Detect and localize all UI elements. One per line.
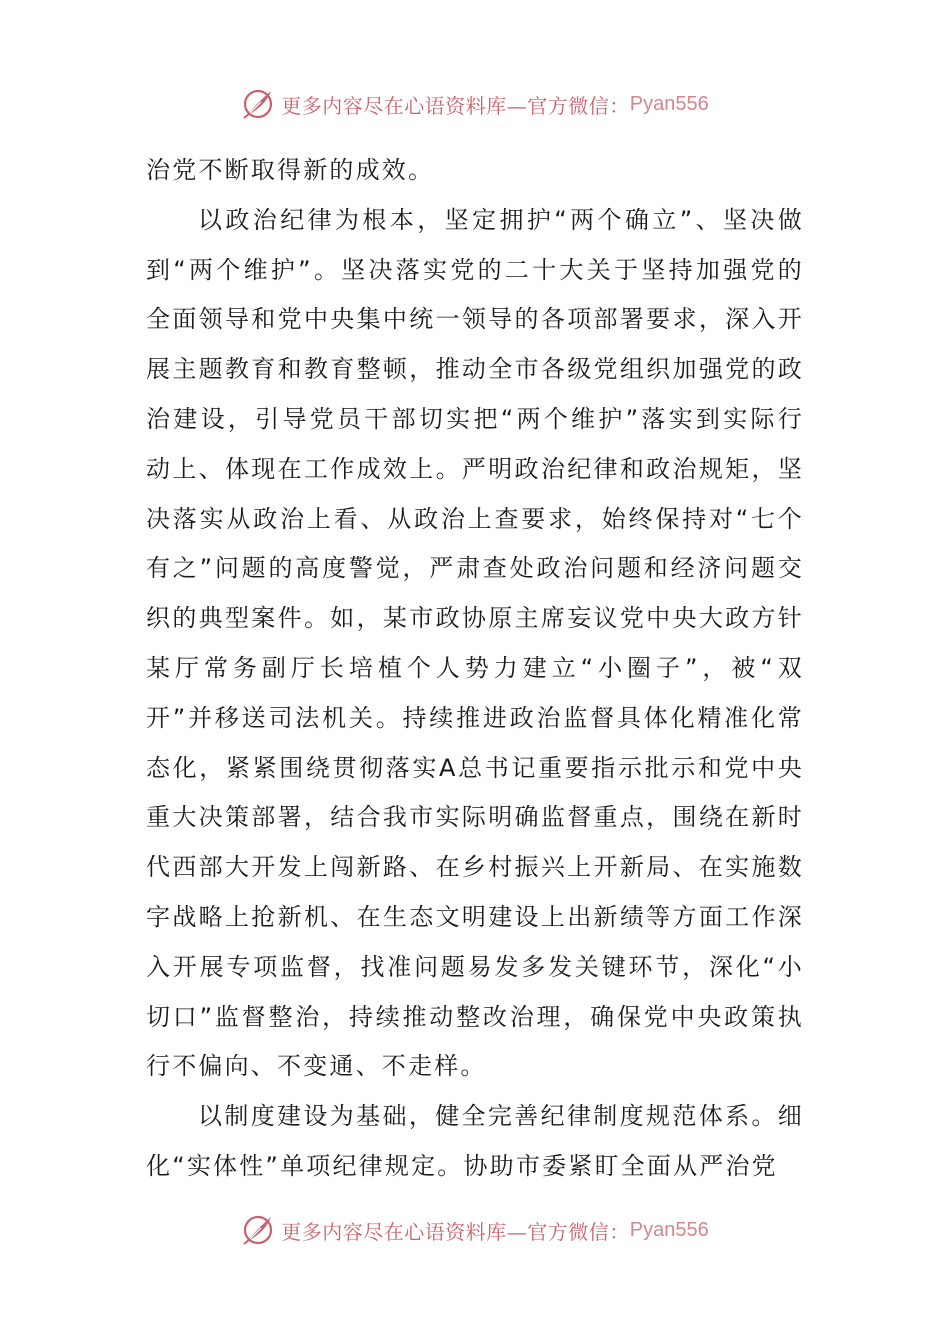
- footer-slogan: 更多内容尽在心语资料库—官方微信：: [281, 1219, 630, 1244]
- paragraph-system-building: 以制度建设为基础，健全完善纪律制度规范体系。细化“实体性”单项纪律规定。协助市委紧盯全面从严治党: [146, 1102, 804, 1180]
- footer-wechat-id: Pyan556: [629, 1218, 709, 1241]
- quill-pen-logo-icon: [241, 87, 275, 121]
- paragraph-continuation: 治党不断取得新的成效。: [146, 156, 435, 184]
- quill-pen-logo-icon: [241, 1213, 275, 1247]
- header-slogan: 更多内容尽在心语资料库—官方微信：: [281, 93, 630, 118]
- header-wechat-id: Pyan556: [629, 92, 709, 115]
- footer-banner: [0, 1210, 950, 1250]
- paragraph-political-discipline: 以政治纪律为根本，坚定拥护“两个确立”、坚决做到“两个维护”。坚决落实党的二十大关于坚持加强党的全面领导和党中央集中统一领导的各项部署要求，深入开展主题教育和教育整顿，推动全市各级党组织加强党的政治建设，引导党员干部切实把“两个维护”落实到实际行动上、体现在工作成效上。严明政治纪律和政治规矩，坚决落实从政治上看、从政治上查要求，始终保持对“七个有之”问题的高度警觉，严肃查处政治问题和经济问题交织的典型案件。如，某市政协原主席妄议党中央大政方针某厅常务副厅长培植个人势力建立“小圈子”，被“双开”并移送司法机关。持续推进政治监督具体化精准化常态化，紧紧围绕贯彻落实A总书记重要指示批示和党中央重大决策部署，结合我市实际明确监督重点，围绕在新时代西部大开发上闯新路、在乡村振兴上开新局、在实施数字战略上抢新机、在生态文明建设上出新绩等方面工作深入开展专项监督，找准问题易发多发关键环节，深化“小切口”监督整治，持续推动整改治理，确保党中央政策执行不偏向、不变通、不走样。: [146, 205, 804, 1081]
- document-body: [146, 146, 804, 1192]
- header-banner: [0, 84, 950, 124]
